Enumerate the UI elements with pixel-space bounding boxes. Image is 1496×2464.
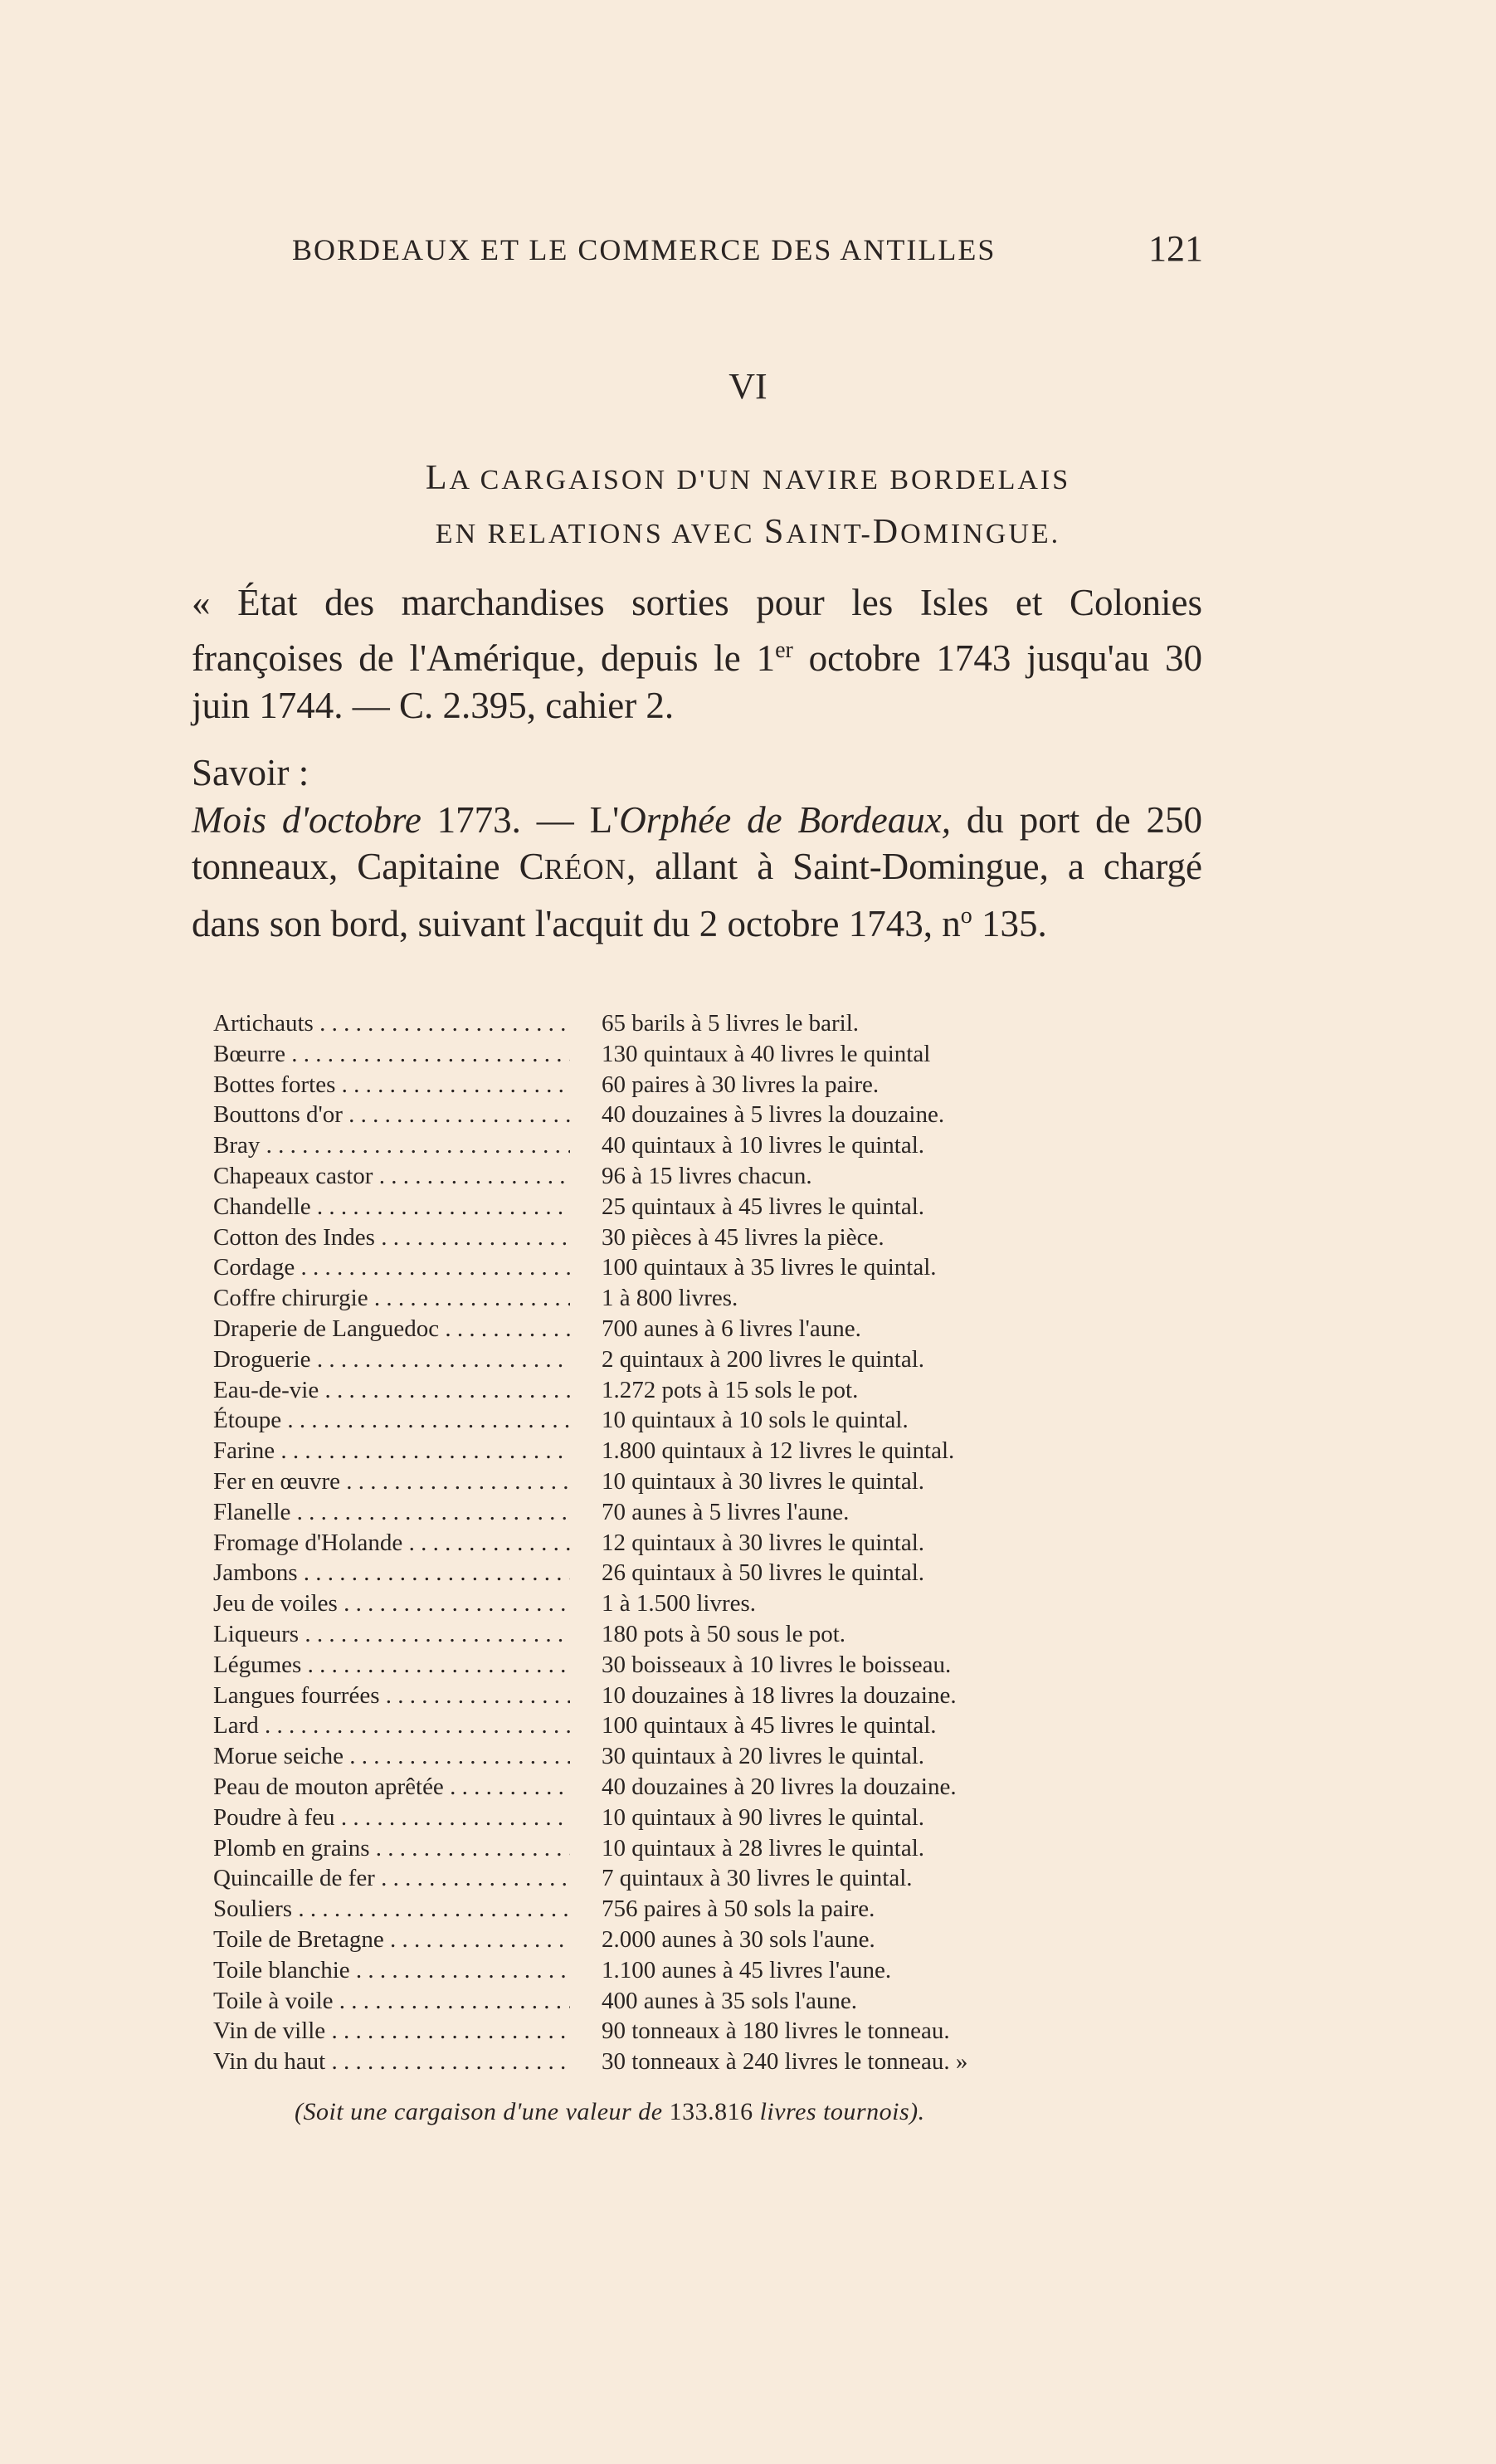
cargo-quantity: 12 quintaux à 30 livres le quintal. [602,1529,925,1556]
cargo-item: Bottes fortes . . . [213,1070,570,1100]
cargo-item: Bray . . . [213,1130,570,1161]
cargo-row [213,1986,1209,2017]
cargo-quantity: 7 quintaux à 30 livres le quintal. [602,1865,913,1892]
cargo-item: Jambons . . . [213,1558,570,1588]
cargo-item: Souliers . . . [213,1894,570,1925]
cargo-row [213,1833,1209,1864]
cargo-row [213,1252,1209,1283]
cargo-row [213,2016,1209,2047]
section-number: VI [729,366,767,407]
cargo-item: Étoupe . . . [213,1405,570,1436]
cargo-item: Langues fourrées . . . [213,1681,570,1711]
cargo-quantity: 30 pièces à 45 livres la pièce. [602,1223,884,1251]
cargo-item: Quincaille de fer . . . [213,1863,570,1894]
cargo-quantity: 1.100 aunes à 45 livres l'aune. [602,1956,892,1983]
cargo-quantity: 700 aunes à 6 livres l'aune. [602,1315,861,1342]
cargo-row [213,1008,1209,1039]
cargo-quantity: 10 quintaux à 28 livres le quintal. [602,1834,925,1861]
cargo-item: Plomb en grains . . . [213,1833,570,1864]
cargo-item: Chandelle . . . [213,1192,570,1222]
cargo-item: Toile à voile . . . [213,1986,570,2017]
cargo-item: Draperie de Languedoc . . . [213,1314,570,1344]
cargo-item: Fromage d'Holande . . . [213,1528,570,1559]
savoir-label: Savoir : [192,752,309,793]
cargo-row [213,1772,1209,1803]
running-head [292,227,1203,277]
cargo-quantity: 30 quintaux à 20 livres le quintal. [602,1743,925,1770]
cargo-item: Lard . . . [213,1710,570,1741]
cargo-row [213,2047,1209,2077]
section-title-line-2: EN RELATIONS AVEC SAINT-DOMINGUE. [435,513,1061,551]
cargo-row [213,1710,1209,1741]
cargo-quantity: 70 aunes à 5 livres l'aune. [602,1498,850,1525]
cargo-row [213,1588,1209,1619]
cargo-quantity: 40 douzaines à 20 livres la douzaine. [602,1773,957,1800]
cargo-quantity: 26 quintaux à 50 livres le quintal. [602,1559,925,1587]
cargo-quantity: 10 quintaux à 90 livres le quintal. [602,1803,925,1831]
cargo-item: Cordage . . . [213,1252,570,1283]
cargo-row [213,1681,1209,1711]
cargo-item: Jeu de voiles . . . [213,1588,570,1619]
cargo-quantity: 10 quintaux à 10 sols le quintal. [602,1407,909,1434]
section-title [0,452,1496,560]
cargo-row [213,1130,1209,1161]
cargo-row [213,1619,1209,1650]
cargo-item: Liqueurs . . . [213,1619,570,1650]
cargo-quantity: 10 douzaines à 18 livres la douzaine. [602,1681,957,1709]
cargo-item: Poudre à feu . . . [213,1803,570,1833]
cargo-item: Morue seiche . . . [213,1741,570,1772]
cargo-row [213,1650,1209,1681]
cargo-item: Toile blanchie . . . [213,1955,570,1986]
cargo-item: Légumes . . . [213,1650,570,1681]
cargo-row [213,1894,1209,1925]
cargo-row [213,1803,1209,1833]
cargo-quantity: 2.000 aunes à 30 sols l'aune. [602,1925,875,1953]
cargo-quantity: 96 à 15 livres chacun. [602,1162,812,1189]
page-number: 121 [1148,228,1203,269]
cargo-quantity: 40 quintaux à 10 livres le quintal. [602,1132,925,1159]
cargo-item: Bouttons d'or . . . [213,1100,570,1130]
cargo-row [213,1497,1209,1528]
cargo-row [213,1375,1209,1406]
cargo-row [213,1558,1209,1588]
cargo-item: Peau de mouton aprêtée . . . [213,1772,570,1803]
cargo-row [213,1314,1209,1344]
cargo-item: Cotton des Indes . . . [213,1222,570,1253]
cargo-quantity: 30 tonneaux à 240 livres le tonneau. » [602,2048,968,2076]
cargo-row [213,1192,1209,1222]
cargo-item: Flanelle . . . [213,1497,570,1528]
cargo-row [213,1466,1209,1497]
cargo-row [213,1283,1209,1314]
cargo-summary: (Soit une cargaison d'une valeur de 133.816 livres tournois). [295,2098,925,2125]
cargo-item: Farine . . . [213,1436,570,1466]
cargo-quantity: 756 paires à 50 sols la paire. [602,1896,875,1923]
cargo-row [213,1039,1209,1070]
cargo-row [213,1161,1209,1192]
cargo-row [213,1344,1209,1375]
cargo-quantity: 10 quintaux à 30 livres le quintal. [602,1467,925,1495]
cargo-quantity: 65 barils à 5 livres le baril. [602,1010,860,1037]
cargo-item: Fer en œuvre . . . [213,1466,570,1497]
section-title-line-1: LA CARGAISON D'UN NAVIRE BORDELAIS [425,459,1071,497]
cargo-item: Droguerie . . . [213,1344,570,1375]
cargo-quantity: 180 pots à 50 sous le pot. [602,1620,846,1647]
cargo-quantity: 1 à 800 livres. [602,1285,738,1312]
cargo-quantity: 400 aunes à 35 sols l'aune. [602,1987,858,2014]
cargo-item: Coffre chirurgie . . . [213,1283,570,1314]
cargo-row [213,1741,1209,1772]
cargo-row [213,1405,1209,1436]
cargo-row [213,1436,1209,1466]
cargo-quantity: 100 quintaux à 45 livres le quintal. [602,1712,937,1739]
cargo-item: Artichauts . . . [213,1008,570,1039]
intro-paragraph: « État des marchandises sorties pour les Isles et Colonies françoises de l'Amérique, depuis le 1er octobre 1743 jusqu'au 30 juin 1744. — C. 2.395, cahier 2. [192,582,1203,726]
cargo-quantity: 1.272 pots à 15 sols le pot. [602,1376,859,1403]
cargo-quantity: 90 tonneaux à 180 livres le tonneau. [602,2018,950,2045]
cargo-quantity: 30 boisseaux à 10 livres le boisseau. [602,1651,952,1678]
cargo-quantity: 25 quintaux à 45 livres le quintal. [602,1193,925,1220]
cargo-row [213,1955,1209,1986]
cargo-quantity: 1.800 quintaux à 12 livres le quintal. [602,1437,955,1465]
cargo-quantity: 100 quintaux à 35 livres le quintal. [602,1254,937,1281]
cargo-row [213,1100,1209,1130]
cargo-quantity: 130 quintaux à 40 livres le quintal [602,1040,931,1067]
cargo-quantity: 1 à 1.500 livres. [602,1590,757,1617]
ship-paragraph: Mois d'octobre 1773. — L'Orphée de Bordeaux, du port de 250 tonneaux, Capitaine CRÉON, allant à Saint-Domingue, a chargé dans son bord, suivant l'acquit du 2 octobre 1743, $n^o$ 135. [192,799,1202,944]
cargo-quantity: 40 douzaines à 5 livres la douzaine. [602,1101,945,1129]
cargo-item: Eau-de-vie . . . [213,1375,570,1406]
cargo-quantity: 2 quintaux à 200 livres le quintal. [602,1345,925,1373]
cargo-list [213,1008,1209,2077]
running-title: BORDEAUX ET LE COMMERCE DES ANTILLES [292,233,997,266]
cargo-quantity: 60 paires à 30 livres la paire. [602,1071,880,1098]
cargo-row [213,1925,1209,1955]
cargo-item: Vin de ville . . . [213,2016,570,2047]
cargo-row [213,1070,1209,1100]
cargo-item: Vin du haut . . . [213,2047,570,2077]
cargo-item: Chapeaux castor . . . [213,1161,570,1192]
cargo-row [213,1863,1209,1894]
cargo-item: Bœurre . . . [213,1039,570,1070]
cargo-row [213,1528,1209,1559]
cargo-row [213,1222,1209,1253]
cargo-item: Toile de Bretagne . . . [213,1925,570,1955]
